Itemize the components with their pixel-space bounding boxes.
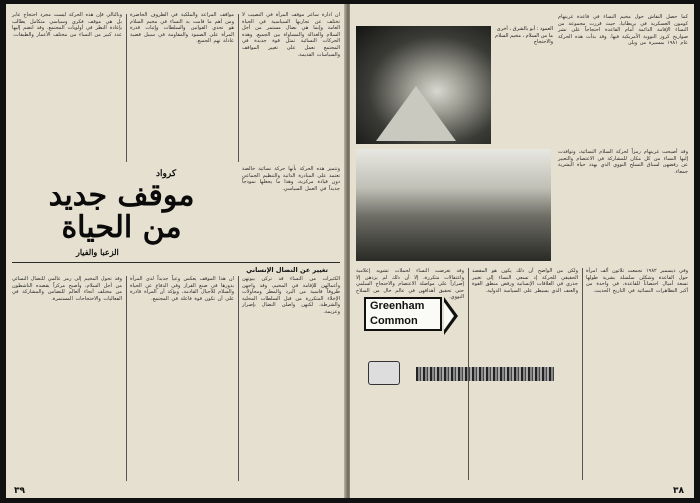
left-bottom-left-column: وقد تحول المخيم إلى رمز عالمي للنضال النسائي من أجل السلام، وأصبح مركزاً يقصده الناشطون من مختلف أنحاء العالم للتضامن والمشاركة في الفعاليات والاحتجاجات المستمرة.	[12, 276, 122, 302]
protest-tent-photo	[356, 26, 491, 144]
column-divider	[238, 276, 239, 481]
article-headline	[14, 180, 229, 244]
right-mid-column: وقد أصبحت غرينهام رمزاً لحركة السلام النسائية، وتوافدت إليها النساء من كل مكان للمشاركة في الاعتصام والتعبير عن رفضهن لسباق التسلح النووي الذي يهدد حياة البشرية جمعاء.	[558, 149, 688, 175]
left-top-middle-column: مواقف المراعة والملكية في الظروف الحاضرة ومن أهم ما قامت به النساء في مخيم السلام هو تحدي القوانين والسلطات وإثبات قدرة المرأة على الصمود والمقاومة في سبيل قضية عادلة تهم الجميع.	[130, 12, 234, 45]
left-top-left-column: وبالتالي فإن هذه الحركة ليست مجرد احتجاج عابر بل هي موقف فكري وسياسي متكامل يطالب بإعادة النظر في أولويات المجتمع. وقد انضم إليها عدد كبير من النساء من مختلف الأعمار والطبقات.	[12, 12, 122, 38]
headline-line-1: موقف جديد	[48, 178, 195, 213]
tent-shape	[376, 86, 456, 141]
column-divider	[126, 14, 127, 162]
sign-line-2: Common	[370, 315, 418, 327]
page-number-right: ٣٨	[673, 486, 684, 496]
left-bottom-right-column: الكثيرات من النساء قد تركن بيوتهن وأعمالهن للإقامة في المخيم، وقد واجهن ظروفاً قاسية من البرد والمطر ومحاولات الإخلاء المتكررة من قبل السلطات المحلية والشرطة، لكنهن واصلن النضال بإصرار وعزيمة.	[242, 276, 340, 315]
left-mid-column: وتتميز هذه الحركة بأنها حركة نسائية خالصة تعتمد على المبادرة الذاتية والتنظيم الجماعي دون قيادة مركزية، وهذا ما يجعلها نموذجاً جديداً في العمل السياسي.	[242, 166, 340, 192]
right-page	[350, 4, 694, 498]
photo-caption: العمود : أبو بالشرق ، أخرى ما من السلام ، مخيم السلام والاحتجاج	[495, 26, 553, 46]
headline-line-2: من الحياة	[61, 210, 182, 245]
article-subhead: تغيير عن النضال الإنساني	[246, 266, 328, 274]
left-bottom-middle-column: ان هذا الموقف يعكس وعياً جديداً لدى المرأة بدورها في صنع القرار وفي الدفاع عن الحياة والسلام للأجيال القادمة، ويؤكد أن المرأة قادرة على أن تكون قوة فاعلة في المجتمع.	[130, 276, 234, 302]
article-kicker: كرواد	[156, 169, 177, 179]
section-rule	[12, 262, 340, 263]
column-divider	[582, 268, 583, 480]
right-bottom-left-column: وقد تعرضت النساء لحملات تشويه إعلامية واعتقالات متكررة، إلا أن ذلك لم يزدهن إلا إصراراً على مواصلة الاعتصام والاحتجاج السلمي حتى تحقيق أهدافهن في عالم خال من السلاح النووي.	[356, 268, 464, 301]
sign-line-1: Greenham	[370, 300, 425, 312]
right-top-column: كما حصل النقاش حول مخيم النساء في قاعدة غرينهام كومون العسكرية في بريطانيا، حيث قررت مجموعة من النساء الإقامة الدائمة أمام القاعدة احتجاجاً على نشر صواريخ كروز النووية الأمريكية فيها. وقد بدأت هذه الحركة عام ١٩٨١ بمسيرة من ويلز.	[558, 14, 688, 47]
column-divider	[238, 14, 239, 162]
article-byline: الزعبا والفيار	[76, 247, 119, 257]
column-divider	[468, 268, 469, 480]
right-bottom-middle-column: ولكن من الواضح أن ذلك يكون هو المقصد الحقيقي للحركة إذ تسعى النساء إلى تغيير جذري في العلاقات الإنسانية ورفض منطق القوة والعنف الذي يسيطر على السياسة الدولية.	[472, 268, 578, 294]
left-page	[6, 4, 346, 498]
left-top-right-column: ان ادارة ساعر موقف المرأة في النصيب لا تختلف عن تجاربها السياسية في الحياة العامة وإنما هي نضال مستمر من أجل السلام والعدالة والمساواة بين الجميع. وهذه الحركات النسائية تمثل قوة جديدة في المجتمع تعمل على تغيير المواقف والسياسات القديمة.	[242, 12, 340, 58]
right-bottom-right-column: وفي ديسمبر ١٩٨٢ تجمعت ثلاثون ألف امرأة حول القاعدة وشكلن سلسلة بشرية طولها تسعة أميال احتضاناً للقاعدة، في واحدة من أكبر التظاهرات النسائية في التاريخ الحديث.	[586, 268, 688, 294]
column-divider	[126, 276, 127, 481]
page-number-left: ٣٩	[14, 486, 25, 496]
